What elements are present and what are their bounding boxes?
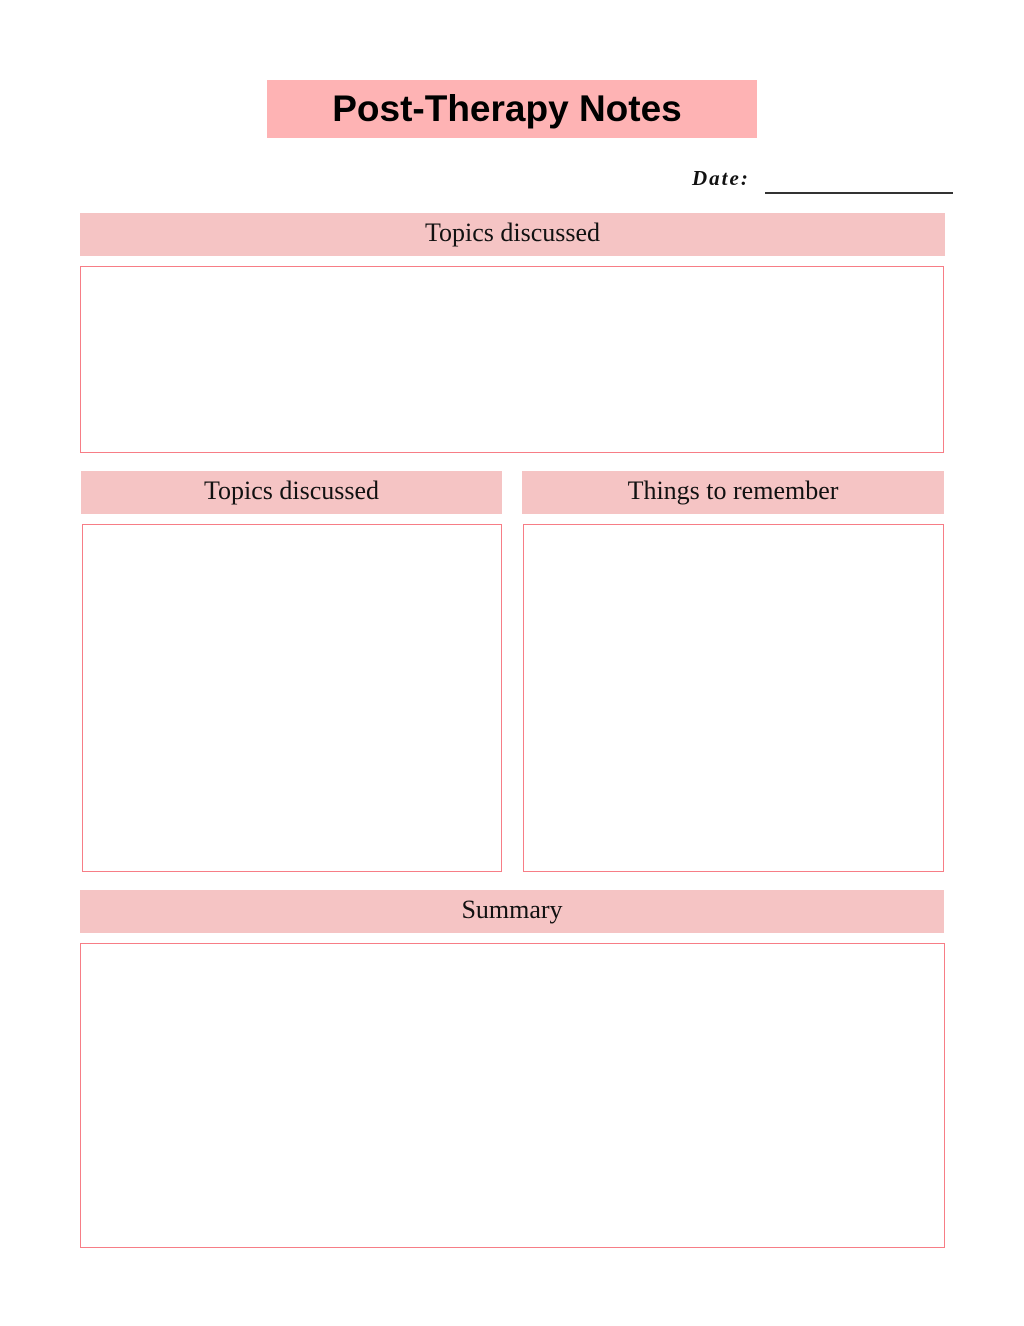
section-header-topics-discussed-2: Topics discussed	[81, 471, 502, 514]
section-header-topics-discussed: Topics discussed	[80, 213, 945, 256]
date-field[interactable]	[765, 192, 953, 194]
summary-box[interactable]	[80, 943, 945, 1248]
date-label: Date:	[692, 166, 750, 190]
section-header-summary: Summary	[80, 890, 944, 933]
section-header-things-to-remember: Things to remember	[522, 471, 944, 514]
topics-discussed-box-2[interactable]	[82, 524, 502, 872]
topics-discussed-box[interactable]	[80, 266, 944, 453]
things-to-remember-box[interactable]	[523, 524, 944, 872]
page-title: Post-Therapy Notes	[332, 88, 682, 129]
